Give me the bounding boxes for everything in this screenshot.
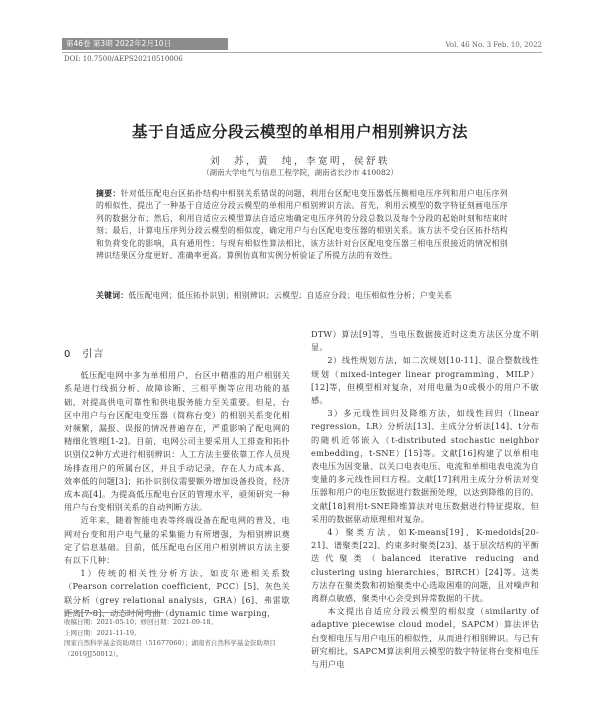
paragraph: 2）线性规划方法，如二次规划[10-11]、混合整数线性规划（mixed-integer linear programming，MILP）[12]等，但模型相对复杂，对用电量为0或极小的用户不敏感。 [311, 355, 539, 406]
authors: 刘 苏，黄 纯，李宽明，侯舒轶 [209, 156, 390, 167]
paragraph: 低压配电网中多为单相用户，台区中精准的用户相别关系是进行线损分析、故障诊断、三相平衡等应用功能的基础，对提高供电可靠性和供电服务能力至关重要。但是，台区中用户与台区配电变压器（简称台变）的相别关系变化相对频繁，漏报、误报的情况普遍存在，严重影响了配电网的精细化管理[1-2]。目前，电网公司主要采用人工排查和拓扑识别仪2种方式进行相别辨识：人工方法主要依靠工作人员现场排查用户的所属台区，并且手动记录，存在人力成本高、效率低的问题[3]；拓扑识别仪需要额外增加设备投资，经济成本高[4]。为提高低压配电台区的管理水平，亟须研究一种用户与台变相别关系的自动判断方法。 [64, 370, 290, 513]
footnote-divider [64, 612, 164, 613]
keywords-text: 低压配电网；低压拓扑识别；相别辨识；云模型；自适应分段；电压相似性分析；户变关系 [128, 291, 453, 300]
body-column-left [64, 348, 290, 620]
section-heading-intro: 0 引言 [64, 349, 105, 360]
paragraph: 近年来，随着智能电表等终端设备在配电网的普及，电网对台变和用户电气量的采集能力有所增强，为相别辨识奠定了信息基础。目前，低压配电台区用户相别辨识方法主要有以下几种： [64, 515, 290, 566]
affiliation: （湖南大学电气与信息工程学院，湖南省长沙市 410082） [201, 168, 398, 177]
footnote [64, 617, 290, 659]
doi[interactable]: DOI: 10.7500/AEPS20210510006 [64, 55, 183, 63]
paragraph: 本文提出自适应分段云模型的相似度（similarity of adaptive piecewise cloud model，SAPCM）算法评估台变相电压与用户电压的相似性，从而进行相别辨识。与已有研究相比，SAPCM算法利用云模型的数字特征将台变相电压与用户电 [311, 606, 539, 670]
keywords-label: 关键词： [96, 291, 129, 300]
paragraph: DTW）算法[9]等，当电压数据接近时这类方法区分度不明显。 [311, 329, 539, 353]
page-header [0, 0, 600, 56]
keywords [96, 290, 508, 302]
body-column-right [311, 328, 539, 671]
header-divider [62, 52, 542, 53]
issue-info-en: Vol. 46 No. 3 Feb. 10, 2022 [445, 41, 542, 49]
footnote-funding: 国家自然科学基金资助项目（51677060）；湖南省自然科学基金资助项目（2019JJ50012）。 [64, 639, 276, 658]
paragraph: 4）聚类方法，如K-means[19]、K-medoids[20-21]、谱聚类[22]、约束多时聚类[23]、基于层次结构的平衡迭代聚类（balanced iterative reducing and clustering using hierarchies，BIRCH）[24]等。这类方法存在聚类数和初始聚类中心选取困难的问题，且对噪声和离群点敏感，聚类中心会受到异常数据的干扰。 [311, 527, 539, 604]
footnote-online: 上网日期：2021-11-19。 [64, 628, 141, 637]
paper-title: 基于自适应分段云模型的单相用户相别辨识方法 [131, 123, 468, 141]
abstract-text: 针对低压配电台区拓扑结构中相别关系错误的问题，利用台区配电变压器低压侧相电压序列和用户电压序列的相似性，提出了一种基于自适应分段云模型的单相用户相别辨识方法。首先，利用云模型的数字特征刻画电压序列的数据分布；然后，利用自适应云模型算法自适应地确定电压序列的分段总数以及每个分段的起始时刻和结束时刻；最后，计算电压序列分段云模型的相似度，确定用户与台区配电变压器的相别关系。该方法不受台区拓扑结构和负荷变化的影响，具有通用性；与现有相似性算法相比，该方法针对台区配电变压器三相电压很接近的情况相别辨识结果区分度更好、准确率更高。算例仿真和实例分析验证了所提方法的有效性。 [96, 189, 508, 261]
abstract-label: 摘要： [96, 189, 121, 198]
paragraph: 1）传统的相关性分析方法，如皮尔逊相关系数（Pearson correlation coefficient，PCC）[5]、灰色关联分析（grey relational analysis，GRA）[6]、弗雷歇距离[7-8]、动态时间弯曲（dynamic time warping， [64, 568, 290, 618]
issue-info: 第46卷 第3期 2022年2月10日 [66, 39, 171, 48]
abstract [96, 188, 508, 262]
paragraph: 3）多元线性回归及降维方法，如线性回归（linear regression，LR）分析法[13]、主成分分析法[14]、t分布的随机近邻嵌入（t-distributed stochastic neighbor embedding，t-SNE）[15]等。文献[16]构建了以单相电表电压为因变量、以关口电表电压、电流和单相电表电流为自变量的多元线性回归方程。文献[17]利用主成分分析法对变压器和用户的电压数据进行数据预处理，以达到降维的目的。文献[18]利用t-SNE降维算法对电压数据进行特征提取，但采用的数据驱动原理相对复杂。 [311, 408, 539, 524]
footnote-received: 收稿日期：2021-05-10；修回日期：2021-09-18。 [64, 618, 217, 626]
